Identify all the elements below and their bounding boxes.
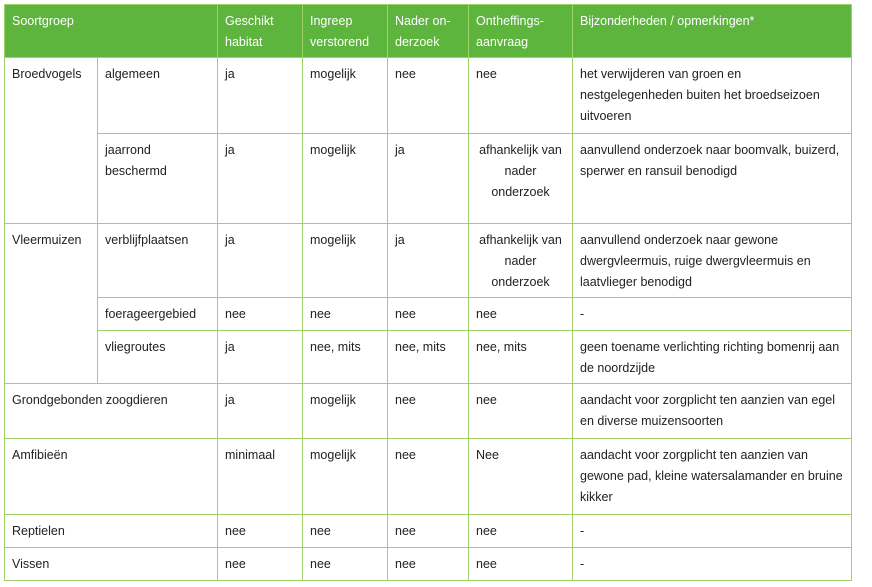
group-cell: Reptielen (5, 515, 218, 548)
onderzoek-cell: ja (388, 224, 469, 298)
habitat-cell: minimaal (218, 439, 303, 515)
table-row (5, 134, 852, 224)
group-cell: Grondgebonden zoogdieren (5, 384, 218, 439)
opmerking-cell: aanvullend onderzoek naar boomvalk, buizerd, sperwer en ransuil benodigd (573, 134, 852, 224)
ontheffing-cell: nee (469, 384, 573, 439)
subgroup-cell: jaarrond beschermd (98, 134, 218, 224)
habitat-cell: ja (218, 384, 303, 439)
group-cell: Vleermuizen (5, 224, 98, 384)
table-row (5, 224, 852, 298)
group-cell: Vissen (5, 548, 218, 581)
ingreep-cell: mogelijk (303, 58, 388, 134)
ontheffing-cell: Nee (469, 439, 573, 515)
subgroup-cell: verblijfplaatsen (98, 224, 218, 298)
header-bijzonderheden: Bijzonderheden / opmerkingen* (573, 5, 852, 58)
ontheffing-cell: afhankelijk van nader onderzoek (469, 134, 573, 224)
onderzoek-cell: nee (388, 58, 469, 134)
header-nader-onderzoek: Nader on-derzoek (388, 5, 469, 58)
habitat-cell: ja (218, 134, 303, 224)
opmerking-cell: aanvullend onderzoek naar gewone dwergvleermuis, ruige dwergvleermuis en laatvlieger benodigd (573, 224, 852, 298)
opmerking-cell: aandacht voor zorgplicht ten aanzien van egel en diverse muizensoorten (573, 384, 852, 439)
ingreep-cell: nee (303, 548, 388, 581)
table-row (5, 548, 852, 581)
ingreep-cell: mogelijk (303, 384, 388, 439)
habitat-cell: ja (218, 58, 303, 134)
opmerking-cell: het verwijderen van groen en nestgelegenheden buiten het broedseizoen uitvoeren (573, 58, 852, 134)
habitat-cell: nee (218, 548, 303, 581)
opmerking-cell: geen toename verlichting richting bomenrij aan de noordzijde (573, 331, 852, 384)
onderzoek-cell: nee (388, 548, 469, 581)
ingreep-cell: nee, mits (303, 331, 388, 384)
habitat-cell: ja (218, 224, 303, 298)
table-row (5, 515, 852, 548)
ontheffing-cell: nee (469, 548, 573, 581)
onderzoek-cell: nee (388, 384, 469, 439)
subgroup-cell: foerageergebied (98, 298, 218, 331)
header-row (5, 5, 852, 58)
ontheffing-cell: nee (469, 515, 573, 548)
ontheffing-cell: nee (469, 58, 573, 134)
habitat-cell: nee (218, 298, 303, 331)
ingreep-cell: mogelijk (303, 439, 388, 515)
header-geschikt-habitat: Geschikt habitat (218, 5, 303, 58)
group-cell: Broedvogels (5, 58, 98, 224)
table-row (5, 384, 852, 439)
ontheffing-cell: nee, mits (469, 331, 573, 384)
ingreep-cell: nee (303, 515, 388, 548)
onderzoek-cell: nee (388, 298, 469, 331)
opmerking-cell: - (573, 298, 852, 331)
onderzoek-cell: nee, mits (388, 331, 469, 384)
group-cell: Amfibieën (5, 439, 218, 515)
ingreep-cell: mogelijk (303, 224, 388, 298)
header-ontheffingsaanvraag: Ontheffings-aanvraag (469, 5, 573, 58)
opmerking-cell: aandacht voor zorgplicht ten aanzien van gewone pad, kleine watersalamander en bruine kikker (573, 439, 852, 515)
table-row (5, 331, 852, 384)
ontheffing-cell: nee (469, 298, 573, 331)
subgroup-cell: vliegroutes (98, 331, 218, 384)
ingreep-cell: nee (303, 298, 388, 331)
opmerking-cell: - (573, 515, 852, 548)
ingreep-cell: mogelijk (303, 134, 388, 224)
table-row (5, 298, 852, 331)
opmerking-cell: - (573, 548, 852, 581)
habitat-cell: ja (218, 331, 303, 384)
onderzoek-cell: nee (388, 439, 469, 515)
habitat-cell: nee (218, 515, 303, 548)
table-row (5, 439, 852, 515)
onderzoek-cell: ja (388, 134, 469, 224)
header-soortgroep: Soortgroep (5, 5, 218, 58)
table-row (5, 58, 852, 134)
species-assessment-table (4, 4, 852, 581)
ontheffing-cell: afhankelijk van nader onderzoek (469, 224, 573, 298)
subgroup-cell: algemeen (98, 58, 218, 134)
onderzoek-cell: nee (388, 515, 469, 548)
header-ingreep-verstorend: Ingreep verstorend (303, 5, 388, 58)
